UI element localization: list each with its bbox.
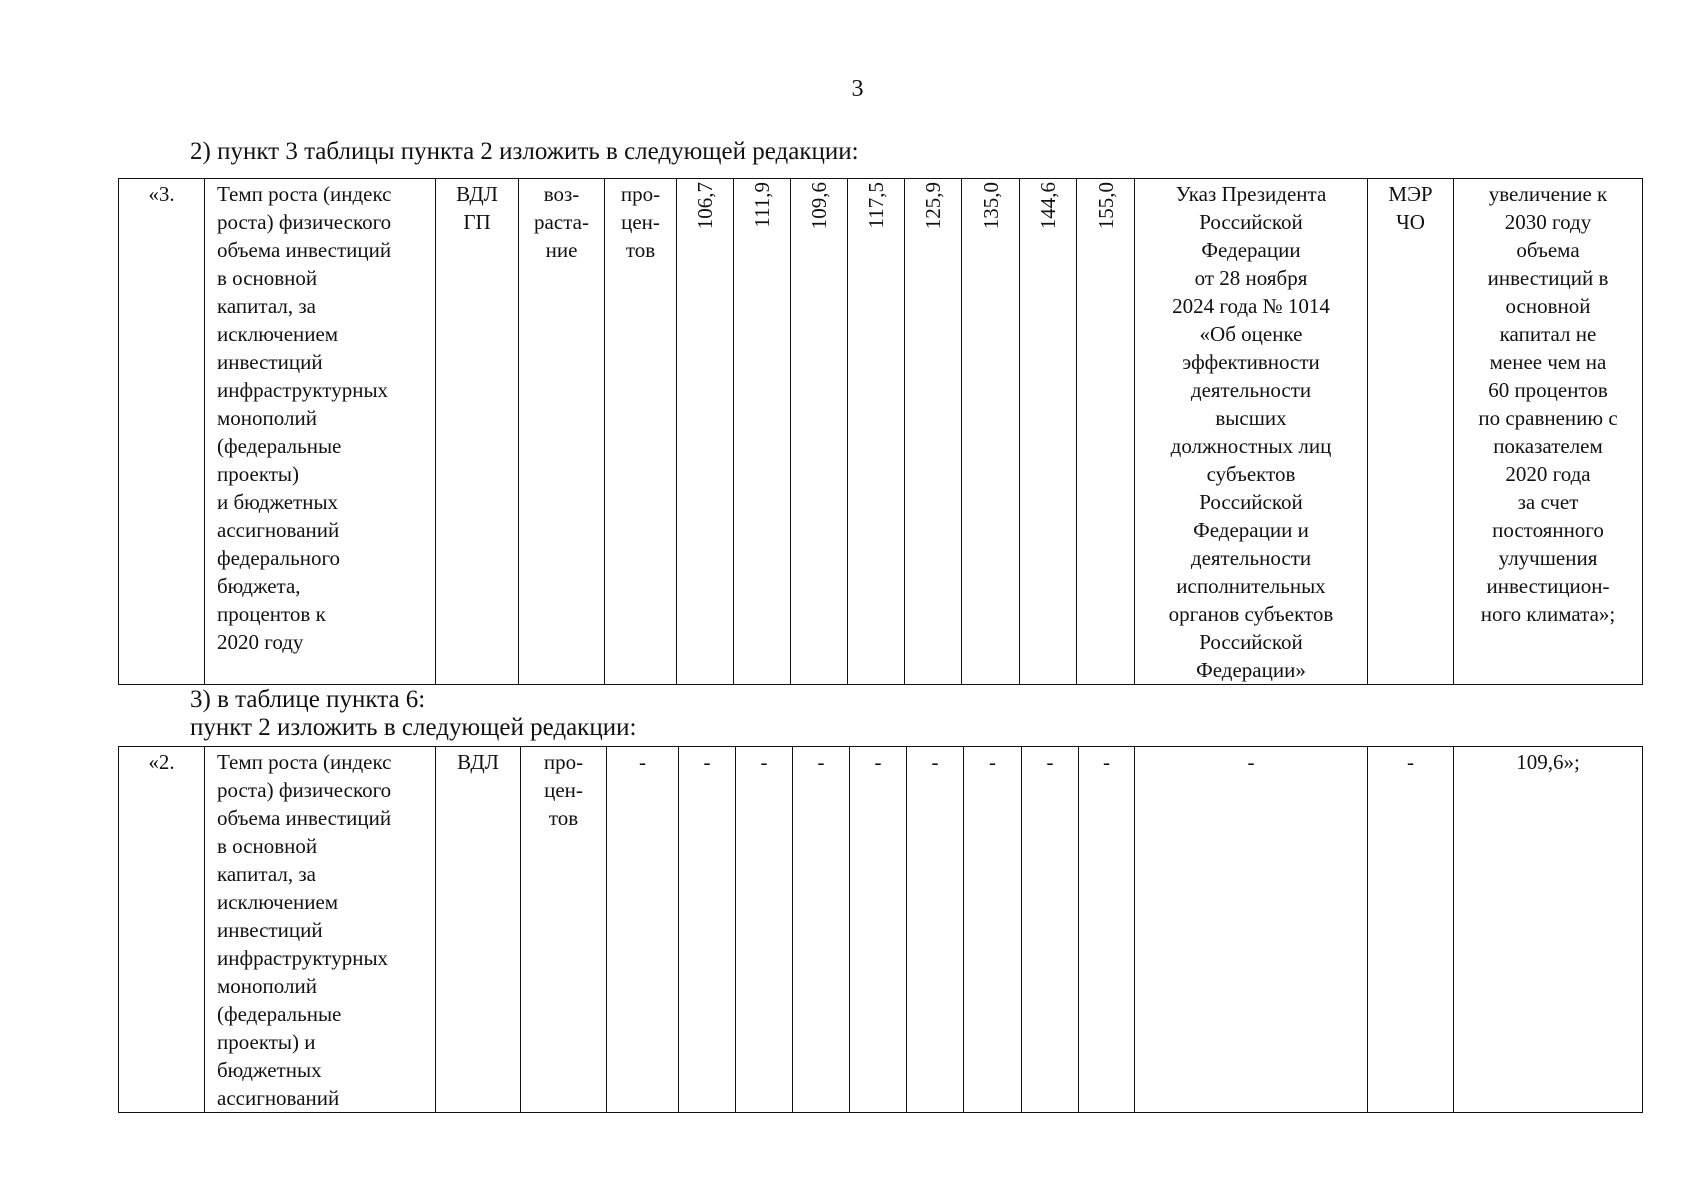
- empty-cell: -: [907, 747, 964, 1113]
- empty-cell: -: [964, 747, 1022, 1113]
- empty-cell: -: [1135, 747, 1368, 1113]
- table-row: [119, 179, 1643, 685]
- year-value-cell: [734, 179, 791, 685]
- year-value: 144,6: [1036, 182, 1060, 230]
- empty-cell: -: [850, 747, 907, 1113]
- unit-of-measure: про- цен- тов: [521, 747, 607, 1113]
- indicator-name: Темп роста (индекс роста) физического объема инвестиций в основной капитал, за исключением инвестиций инфраструктурных монополий (федеральные проекты) и бюджетных ассигнований: [205, 747, 436, 1113]
- year-value: 109,6: [807, 182, 831, 230]
- year-value: 155,0: [1093, 182, 1118, 230]
- empty-cell: -: [679, 747, 736, 1113]
- year-value-cell: [791, 179, 848, 685]
- indicator-value: 109,6»;: [1454, 747, 1643, 1113]
- empty-cell: -: [736, 747, 793, 1113]
- responsible-body: МЭР ЧО: [1368, 179, 1454, 685]
- empty-cell: -: [607, 747, 679, 1113]
- empty-cell: -: [793, 747, 850, 1113]
- indicator-name: Темп роста (индекс роста) физического объема инвестиций в основной капитал, за исключением инвестиций инфраструктурных монополий (федеральные проекты) и бюджетных ассигнований федерального бюджета, процентов к 2020 году: [205, 179, 436, 685]
- year-value: 135,0: [978, 182, 1003, 230]
- year-value: 111,9: [750, 182, 774, 228]
- instruction-item-2: 2) пункт 3 таблицы пункта 2 изложить в следующей редакции:: [190, 138, 859, 165]
- year-value: 106,7: [693, 182, 717, 230]
- year-value: 117,5: [864, 182, 888, 229]
- indicator-table-2: [118, 746, 1643, 1113]
- year-value-cell: [905, 179, 962, 685]
- year-value-cell: [1020, 179, 1077, 685]
- indicator-table-1: [118, 178, 1643, 685]
- year-value-cell: [848, 179, 905, 685]
- year-value: 125,9: [921, 182, 945, 230]
- row-number: «2.: [119, 747, 205, 1113]
- page-number: 3: [851, 76, 864, 102]
- empty-cell: -: [1022, 747, 1079, 1113]
- reference-document: Указ Президента Российской Федерации от 28 ноября 2024 года № 1014 «Об оценке эффективности деятельности высших должностных лиц субъектов Российской Федерации и деятельности исполнительных органов субъектов Российской Федерации»: [1135, 179, 1368, 685]
- unit-of-measure: про- цен- тов: [605, 179, 677, 685]
- instruction-item-3-sub: пункт 2 изложить в следующей редакции:: [190, 714, 637, 741]
- empty-cell: -: [1079, 747, 1135, 1113]
- year-value-cell: [962, 179, 1020, 685]
- indicator-level: ВДЛ: [436, 747, 521, 1113]
- row-number: «3.: [119, 179, 205, 685]
- empty-cell: -: [1368, 747, 1454, 1113]
- indicator-level: ВДЛ ГП: [436, 179, 519, 685]
- indicator-direction: воз- раста- ние: [519, 179, 605, 685]
- target-description: увеличение к 2030 году объема инвестиций в основной капитал не менее чем на 60 процентов по сравнению с показателем 2020 года за счет постоянного улучшения инвестицион- ного климата»;: [1454, 179, 1643, 685]
- instruction-item-3: 3) в таблице пункта 6:: [190, 686, 426, 713]
- year-value-cell: [677, 179, 734, 685]
- table-row: [119, 747, 1643, 1113]
- year-value-cell: [1077, 179, 1135, 685]
